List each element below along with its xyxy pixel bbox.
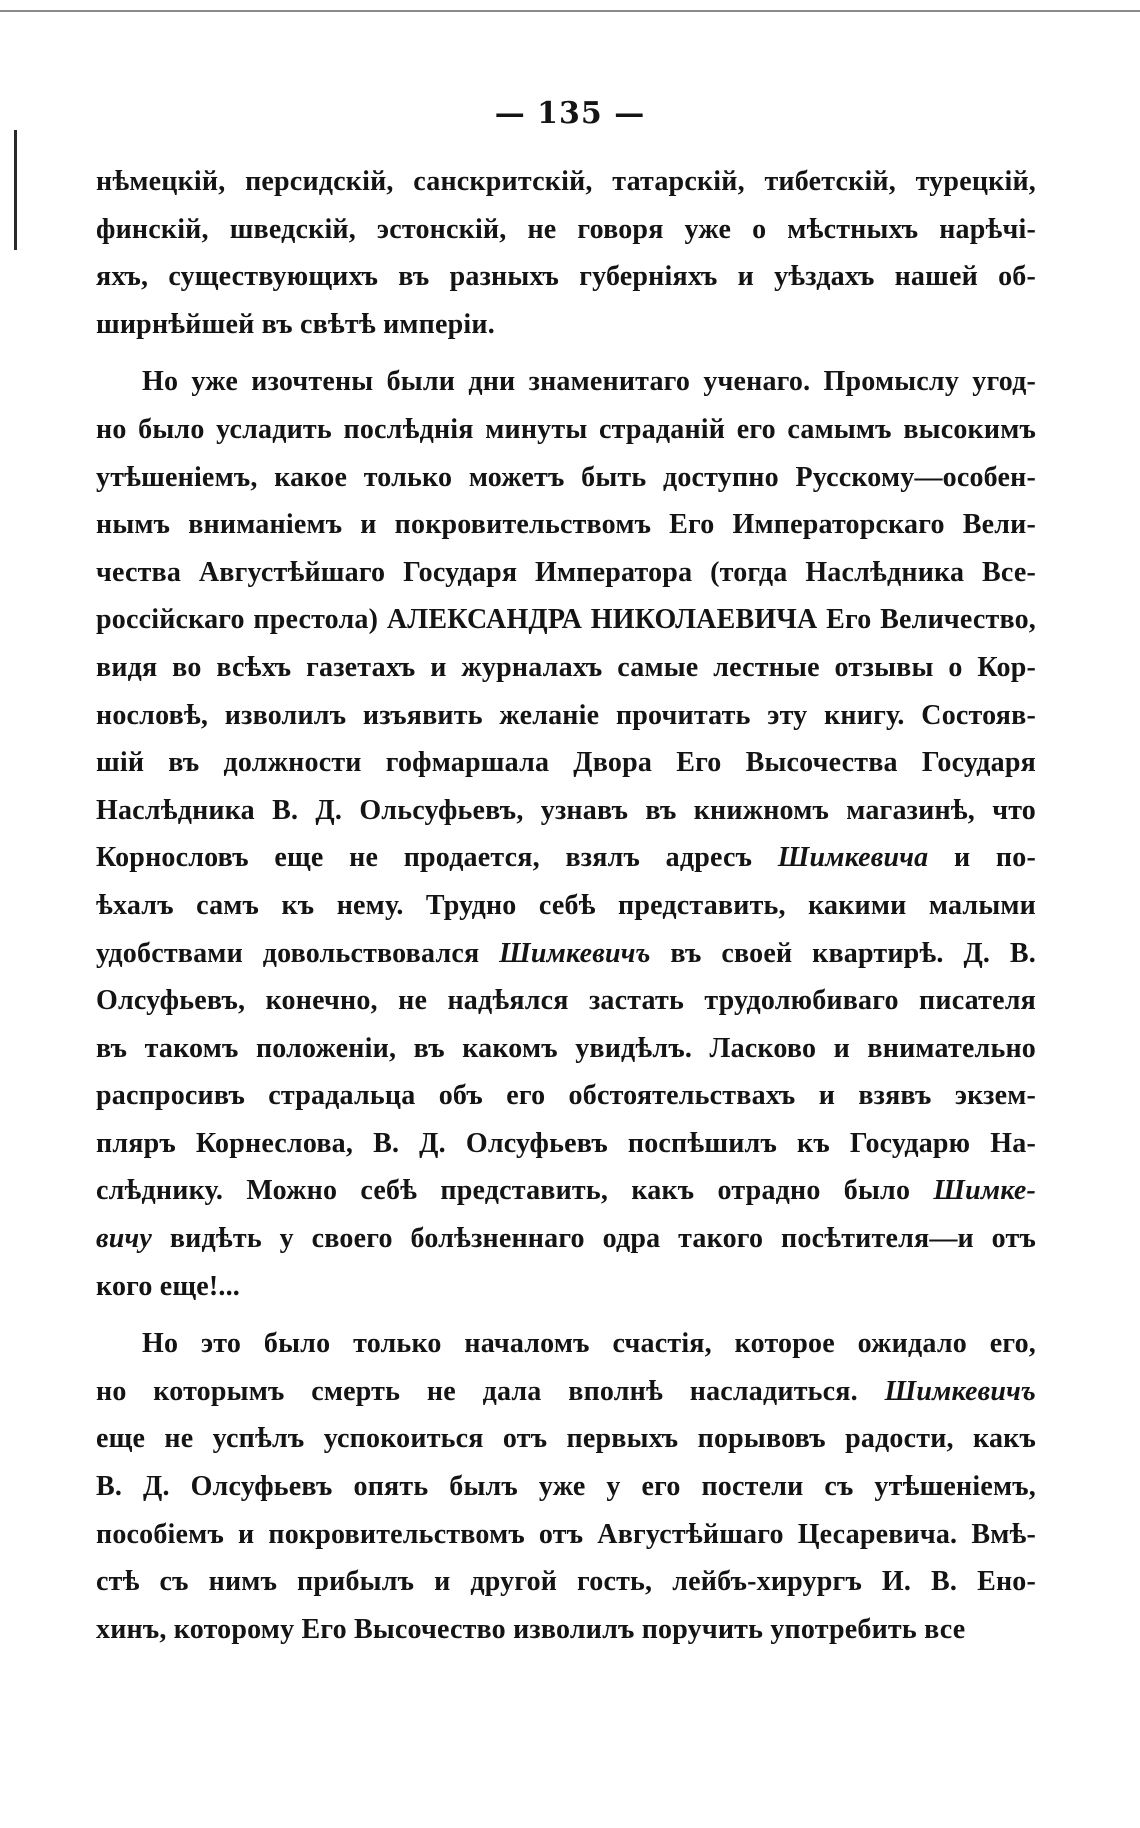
text-line: нымъ вниманіемъ и покровительствомъ Его Императорскаго Вели- xyxy=(96,509,1036,541)
text-line: пособіемъ и покровительствомъ отъ Августѣйшаго Цесаревича. Вмѣ- xyxy=(96,1518,1036,1550)
italic-name: Шимкевича xyxy=(777,842,929,874)
paragraph xyxy=(96,158,1036,348)
text-line: вичу видѣть у своего болѣзненнаго одра такого посѣтителя—и отъ xyxy=(96,1223,1036,1255)
text-line: яхъ, существующихъ въ разныхъ губерніяхъ и уѣздахъ нашей об- xyxy=(96,261,1036,293)
text-line: кого еще!... xyxy=(96,1270,240,1302)
text-line: ширнѣйшей въ свѣтѣ имперіи. xyxy=(96,308,495,340)
text-line: въ такомъ положеніи, въ какомъ увидѣлъ. Ласково и внимательно xyxy=(96,1032,1036,1064)
text-line: ѣхалъ самъ къ нему. Трудно себѣ представить, какими малыми xyxy=(96,889,1036,921)
text-line: видя во всѣхъ газетахъ и журналахъ самые лестные отзывы о Кор- xyxy=(96,651,1036,683)
page-number: — 135 — xyxy=(494,96,646,131)
text-line: стѣ съ нимъ прибылъ и другой гость, лейбъ-хирургъ И. В. Ено- xyxy=(96,1566,1036,1598)
text-line: чества Августѣйшаго Государя Императора (тогда Наслѣдника Все- xyxy=(96,556,1036,588)
text-line: утѣшеніемъ, какое только можетъ быть доступно Русскому—особен- xyxy=(96,461,1036,493)
italic-name: вичу xyxy=(96,1223,153,1255)
text-line: Олсуфьевъ, конечно, не надѣялся застать трудолюбиваго писателя xyxy=(96,985,1036,1017)
paragraph xyxy=(96,1320,1036,1653)
text-line: шій въ должности гофмаршала Двора Его Высочества Государя xyxy=(96,747,1036,779)
text-line: еще не успѣлъ успокоиться отъ первыхъ порывовъ радости, какъ xyxy=(96,1423,1036,1455)
text-line: слѣднику. Можно себѣ представить, какъ отрадно было Шимке- xyxy=(96,1175,1036,1207)
text-line: нѣмецкій, персидскій, санскритскій, татарскій, тибетскій, турецкій, xyxy=(96,166,1036,197)
text-line: россійскаго престола) АЛЕКСАНДРА НИКОЛАЕВИЧА Его Величество, xyxy=(96,604,1036,636)
text-line: финскій, шведскій, эстонскій, не говоря уже о мѣстныхъ нарѣчі- xyxy=(96,213,1036,245)
text-line: но было усладить послѣднія минуты страданій его самымъ высокимъ xyxy=(96,413,1036,445)
italic-name: Шимкевичъ xyxy=(499,937,651,969)
text-line: Но уже изочтены были дни знаменитаго ученаго. Промыслу угод- xyxy=(142,366,1036,398)
paragraph xyxy=(96,358,1036,1310)
text-line: но которымъ смерть не дала вполнѣ насладиться. Шимкевичъ xyxy=(96,1375,1036,1407)
text-line: пляръ Корнеслова, В. Д. Олсуфьевъ поспѣшилъ къ Государю На- xyxy=(96,1127,1036,1159)
text-line: нословѣ, изволилъ изъявить желаніе прочитать эту книгу. Состояв- xyxy=(96,699,1036,731)
body-text xyxy=(96,158,1036,1653)
scan-top-border xyxy=(0,0,1140,12)
text-line: Наслѣдника В. Д. Ольсуфьевъ, узнавъ въ книжномъ магазинѣ, что xyxy=(96,794,1036,826)
text-line: хинъ, которому Его Высочество изволилъ поручить употребить все xyxy=(96,1613,966,1645)
text-line: распросивъ страдальца объ его обстоятельствахъ и взявъ экзем- xyxy=(96,1080,1036,1112)
text-line: В. Д. Олсуфьевъ опять былъ уже у его постели съ утѣшеніемъ, xyxy=(96,1471,1036,1503)
text-line: Но это было только началомъ счастія, которое ожидало его, xyxy=(142,1328,1036,1360)
italic-name: Шимкевичъ xyxy=(884,1375,1036,1407)
italic-name: Шимке- xyxy=(933,1175,1036,1207)
scan-margin-mark xyxy=(14,130,17,250)
text-line: Корнословъ еще не продается, взялъ адресъ Шимкевича и по- xyxy=(96,842,1036,874)
text-line: удобствами довольствовался Шимкевичъ въ своей квартирѣ. Д. В. xyxy=(96,937,1037,969)
